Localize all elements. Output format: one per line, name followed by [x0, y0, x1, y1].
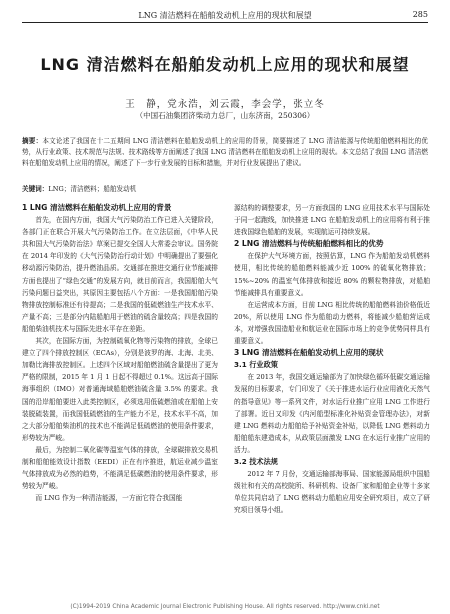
running-header-title: LNG 清洁燃料在船舶发动机上应用的现状和展望 — [138, 11, 312, 20]
subsection-heading: 3.1 行业政策 — [234, 360, 278, 370]
affiliation: （中国石油集团济柴动力总厂，山东济南，250306） — [135, 111, 315, 120]
keywords — [22, 183, 428, 193]
copyright-footer: (C)1994-2019 China Academic Journal Electronic Publishing House. All rights reserved. http://www.cnki.net — [70, 604, 380, 610]
authors: 王 静，党永浩，刘云霞，李会学，张立冬 — [125, 99, 325, 110]
paper-title: LNG 清洁燃料在船舶发动机上应用的现状和展望 — [40, 55, 410, 74]
paragraph: 首先，在国内方面，我国大气污染防治工作已进入关键阶段，各部门正在联合开展大气污染防治工作。在立法层面，《中华人民共和国大气污染防治法》草案已提交全国人大常委会审议。国务院在 2014 年印发的《大气污染防治行动计划》中明确提出了要强化移动源污染防治，提升燃油品质。交通部在推进交通行业节能减排方面也提出了“绿色交通”的发展方向，就目前而言，我国船舶大气污染问题日益突出，其原因主要包括八个方面：一是我国船舶污染物排放控制标准还有待提高；二是我国的低硫燃油生产技术水平、产量不高；三是部分内陆船舶用于燃油的硫含量较高；四是我国的船舶柴油机技术与国际先进水平存在差距。 — [22, 216, 218, 333]
page-number: 285 — [412, 10, 428, 19]
paragraph: 最后，为控制二氧化碳等温室气体的排放，全球碳排放交易机制和船舶能效设计指数（EEDI）正在有序推进，航运业减少温室气体排放成为必然的趋势，不能满足低碳燃油的使用条件要求，形势较为严峻。 — [22, 445, 218, 491]
left-column — [22, 202, 218, 504]
paragraph: 源结构的调整要求，另一方面我国的 LNG 应用技术水平与国际处于同一起跑线，加快推进 LNG 在船舶发动机上的应用将有利于推进我国绿色船舶的发展，实现航运可持续发展。 — [234, 204, 430, 237]
abstract — [22, 136, 428, 169]
paragraph: 而 LNG 作为一种清洁能源，一方面它符合我国能 — [35, 494, 183, 503]
keywords-label: 关键词： — [22, 185, 49, 193]
right-column — [234, 202, 430, 516]
paragraph: 在运营成本方面，目前 LNG 相比传统的船舶燃料油价格低近 20%，所以使用 LNG 作为船舶动力燃料，将能减少船舶营运成本，对增强我国造船业和航运业在国际市场上的竞争优势同样具有重要意义。 — [234, 300, 430, 346]
section-heading: 3 LNG 清洁燃料在船舶发动机上应用的现状 — [234, 348, 384, 358]
section-heading: 1 LNG 清洁燃料在船舶发动机上应用的背景 — [22, 203, 172, 212]
subsection-heading: 3.2 技术法规 — [234, 456, 278, 466]
running-header — [22, 8, 428, 23]
paragraph: 其次，在国际方面，为控制硫氧化物等污染物的排放，全球已建立了四个排放控制区（ECAs），分别是波罗的海、北海、北美、加勒比海排放控制区。上述四个区域对船舶燃油硫含量提出了更为严格的限制，2015 年 1 月 1 日起不得超过 0.1%。这远高于国际海事组织（IMO）对普通海域船舶燃油硫含量 3.5% 的要求。我国的沿岸船舶要进入此类控制区，必须选用低硫燃油或在船舶上安装脱硫装置，而我国低硫燃油的生产能力不足，技术水平不高，加之大部分船舶柴油机的技术也不能满足低硫燃油的使用条件要求，形势较为严峻。 — [22, 337, 218, 442]
paragraph: 在保护大气环境方面，按照估算，LNG 作为船舶发动机燃料使用，相比传统的船舶燃料能减少近 100% 的硫氧化物排放；15%~20% 的温室气体排放和接近 80% 的颗粒物排放，对船舶节能减排具有重要意义。 — [234, 252, 430, 297]
section-heading: 2 LNG 清洁燃料与传统船舶燃料相比的优势 — [234, 239, 384, 249]
abstract-label: 摘要： — [22, 137, 43, 145]
abstract-text: 本文论述了我国在十二五期间 LNG 清洁燃料在船舶发动机上的应用的背景，简要描述了 LNG 清洁能源与传统船舶燃料相比的优势，从行业政策、技术规范与法规、技术路线等方面阐述了我国 LNG 清洁燃料在船舶发动机上应用的现状。本文总结了我国 LNG 清洁燃料在船舶发动机上应用的情况，阐述了下一步行业发展的目标和措施，并对行业发展提出了建议。 — [22, 137, 429, 167]
paragraph: 2012 年 7 月份，交通运输部海事局、国家能源局组织中国船级社和有关的高校院所、科研机构、设备厂家和船舶企业等十多家单位共同启动了 LNG 燃料动力船舶应用安全研究项目，成立了研究项目领导小组。 — [234, 470, 430, 515]
keywords-text: LNG；清洁燃料；船舶发动机 — [48, 185, 137, 193]
paragraph: 在 2013 年，我国交通运输部为了加快绿色循环低碳交通运输发展的目标要求，专门印发了《关于推进水运行业应用液化天然气的指导意见》等一系列文件，对水运行业推广应用 LNG 工作进行了部署。近日又印发《内河船型标准化补贴资金管理办法》，对新建 LNG 燃料动力船舶给予补贴资金补贴，以降低 LNG 燃料动力船舶船东建造成本，从政策层面激发 LNG 在水运行业推广应用的活力。 — [234, 373, 430, 454]
